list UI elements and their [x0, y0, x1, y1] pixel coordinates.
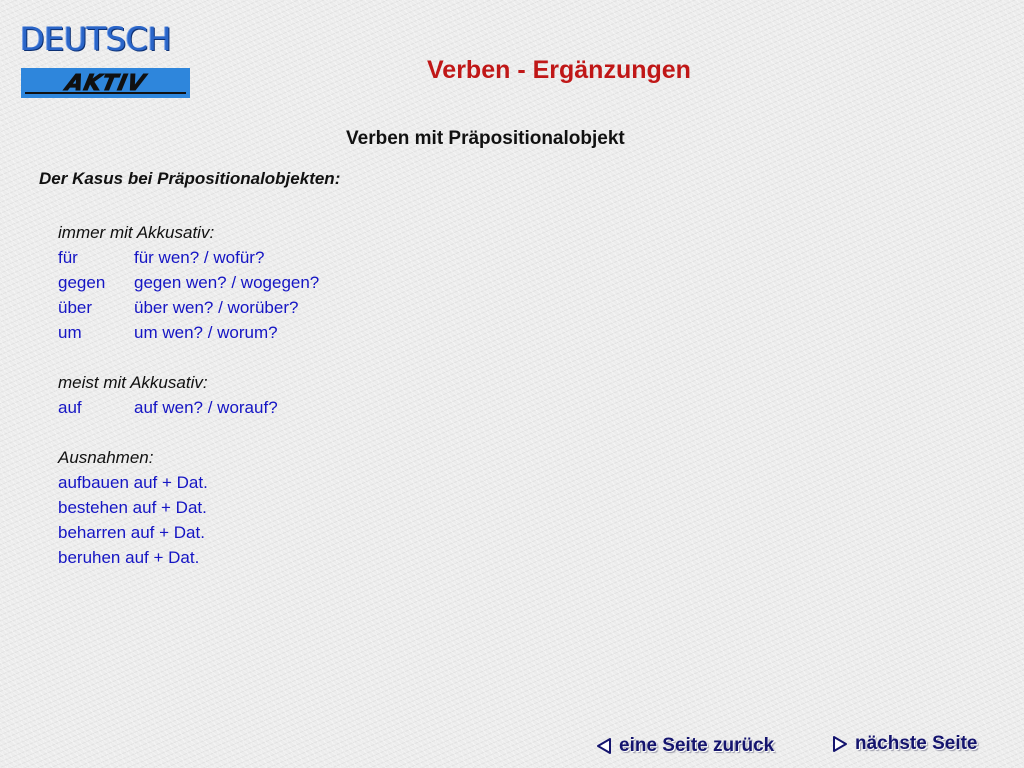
question-form: über wen? / worüber? [134, 298, 299, 317]
question-form: um wen? / worum? [134, 323, 278, 342]
preposition-row [58, 270, 319, 295]
group-label-immer: immer mit Akkusativ: [58, 223, 215, 242]
question-form: gegen wen? / wogegen? [134, 273, 320, 292]
logo-aktiv-bar [21, 68, 190, 98]
prev-page-label: eine Seite zurück [619, 735, 775, 756]
exceptions-label: Ausnahmen: [58, 448, 154, 467]
logo-wordmark: DEUTSCH [20, 20, 172, 58]
group-label-meist: meist mit Akkusativ: [58, 373, 208, 392]
preposition: gegen [58, 273, 106, 292]
question-form: auf wen? / worauf? [134, 398, 278, 417]
page-subtitle: Verben mit Präpositionalobjekt [346, 128, 625, 149]
page-title: Verben - Ergänzungen [427, 56, 691, 84]
preposition: auf [58, 398, 82, 417]
spacer [58, 420, 319, 445]
preposition: um [58, 323, 82, 342]
preposition-row [58, 295, 319, 320]
logo [20, 20, 192, 102]
exception-item: aufbauen auf + Dat. [58, 473, 208, 492]
preposition: für [58, 248, 78, 267]
exception-item: beruhen auf + Dat. [58, 548, 200, 567]
section-heading: Der Kasus bei Präpositionalobjekten: [39, 169, 341, 188]
exception-item: bestehen auf + Dat. [58, 498, 207, 517]
logo-aktiv-text: AKTIV [63, 70, 149, 96]
triangle-right-icon [831, 735, 849, 753]
logo-aktiv-graphic [21, 68, 190, 98]
next-page-label: nächste Seite [855, 733, 978, 754]
preposition-row [58, 395, 319, 420]
prev-page-link[interactable] [595, 735, 774, 757]
question-form: für wen? / wofür? [134, 248, 265, 267]
preposition-list [58, 220, 319, 570]
exception-item: beharren auf + Dat. [58, 523, 205, 542]
preposition: über [58, 298, 93, 317]
spacer [58, 345, 319, 370]
preposition-row [58, 320, 319, 345]
preposition-row [58, 245, 319, 270]
triangle-left-icon [595, 737, 613, 755]
next-page-link[interactable] [831, 733, 978, 755]
